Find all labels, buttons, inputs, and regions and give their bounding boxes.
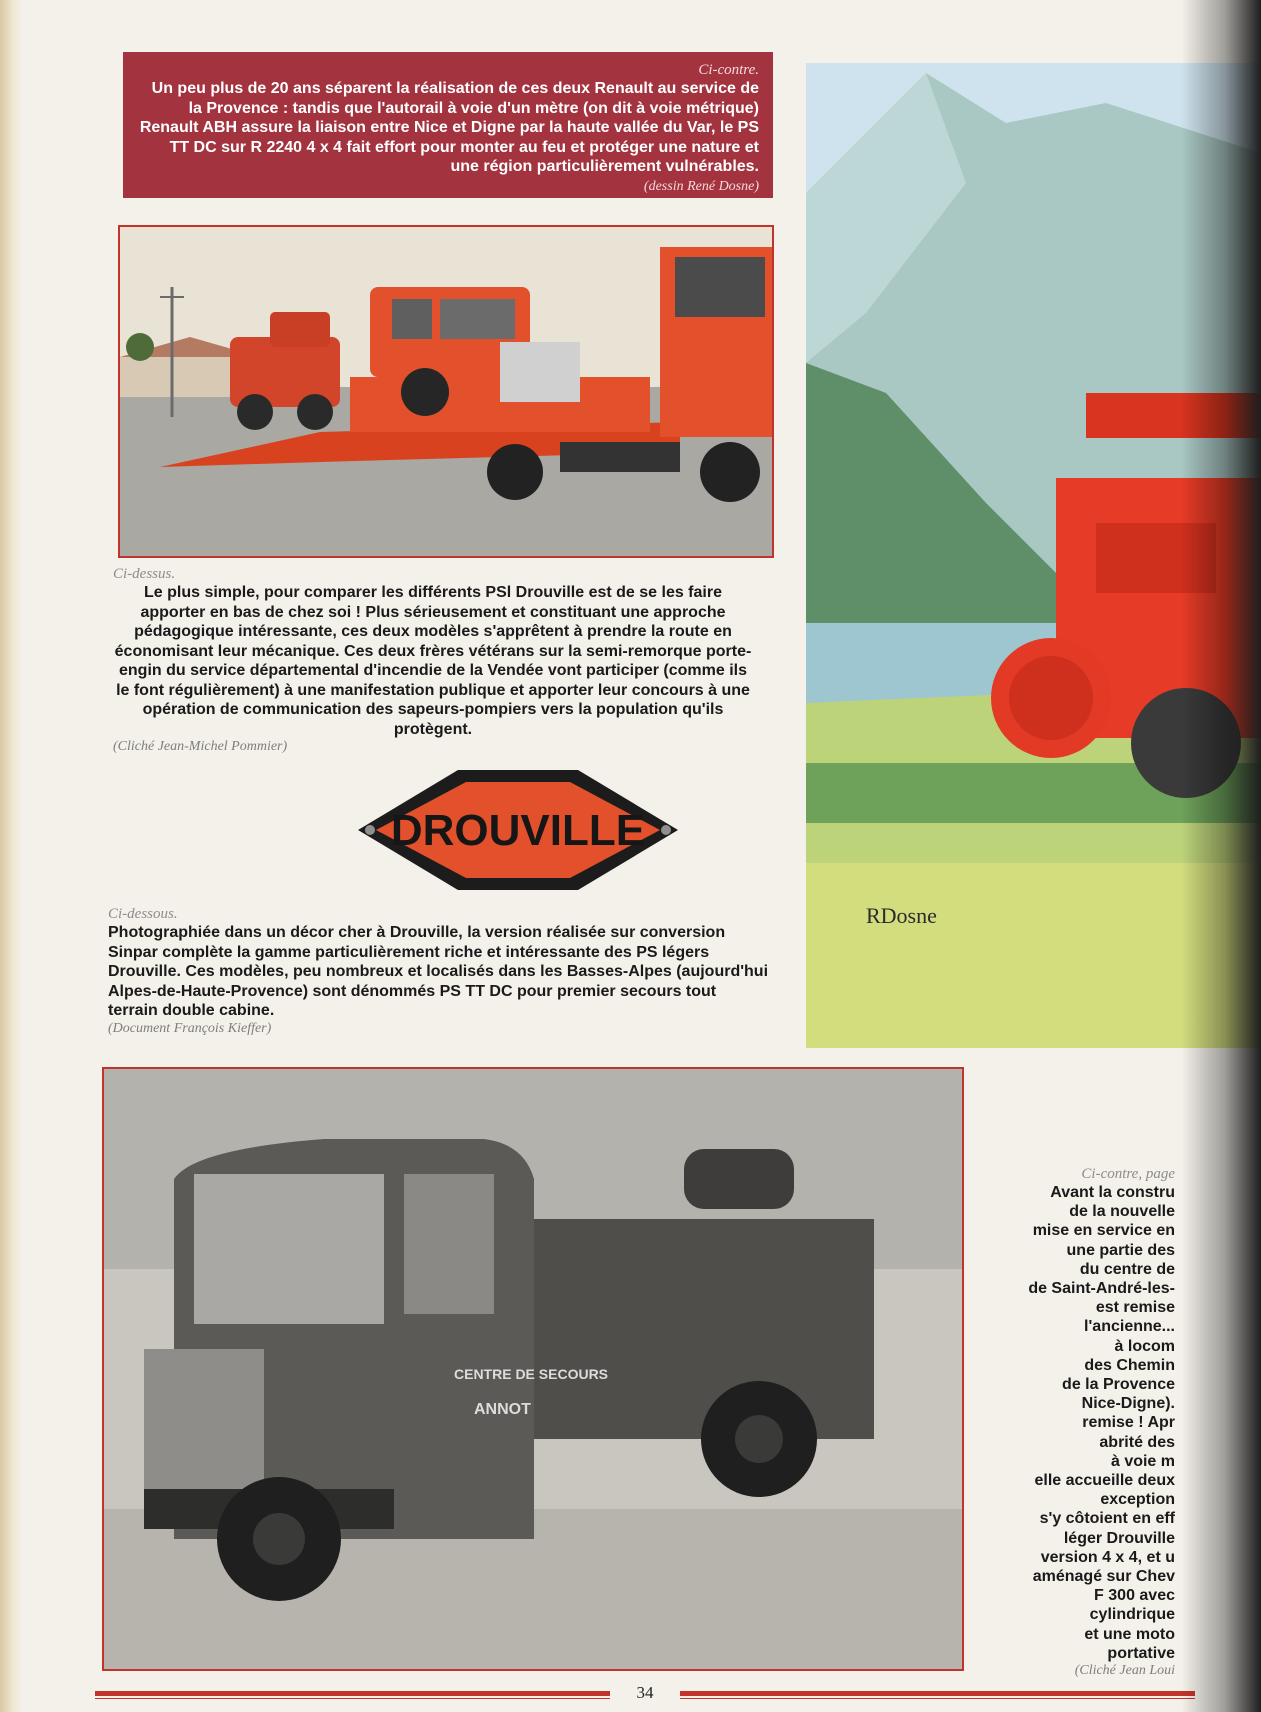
caption-side-line: version 4 x 4, et u	[1040, 1548, 1175, 1566]
caption-below-credit: (Document François Kieffer)	[108, 1020, 272, 1036]
door-text-annot: ANNOT	[474, 1401, 531, 1418]
transporter-trucks-image	[120, 227, 772, 556]
caption-side-line: mise en service en	[1032, 1222, 1175, 1240]
footer-rule-right-thin	[680, 1698, 1195, 1699]
caption-side-line: l'ancienne...	[1084, 1318, 1175, 1336]
caption-above-body: Le plus simple, pour comparer les différents PSl Drouville est de se les faire apporter en bas de chez soi ! Plus sérieusement et constituant une approche pédagogique intéressante, ces deux modèles s'apprêtent à prendre la route en économisant leur mécanique. Ces deux frères vétérans sur la semi-remorque porte-engin du service départemental d'incendie de la Vendée vont participer (comme ils le font régulièrement) à une manifestation publique et apporter leur concours à une opération de communication des sapeurs-pompiers vers la population qu'ils protègent.	[114, 584, 752, 738]
caption-side-line: cylindrique	[1089, 1606, 1175, 1624]
caption-side-line: une partie des	[1066, 1241, 1175, 1259]
caption-side-line: Avant la constru	[1050, 1184, 1175, 1201]
page-left-edge	[0, 0, 22, 1712]
caption-side-line: des Chemin	[1084, 1356, 1175, 1374]
page-binding-shadow	[1181, 0, 1261, 1712]
caption-side-line: Nice-Digne).	[1081, 1395, 1175, 1413]
caption-side-line: F 300 avec	[1094, 1587, 1175, 1605]
caption-top-body: Un peu plus de 20 ans séparent la réalisation de ces deux Renault au service de la Provence : tandis que l'autorail à voie d'un mètre (on dit à voie métrique) Renault ABH assure la liaison entre Nice et Digne par la haute vallée du Var, le PS TT DC sur R 2240 4 x 4 fait effort pour monter au feu et protéger une nature et une région particulièrement vulnérables.	[139, 80, 759, 175]
illustration-signature: RDosne	[866, 903, 937, 928]
page-number: 34	[636, 1683, 654, 1702]
caption-side-line: abrité des	[1099, 1433, 1175, 1451]
caption-top-box	[123, 52, 773, 198]
caption-side-line: de la nouvelle	[1069, 1203, 1175, 1221]
caption-side	[975, 1166, 1175, 1679]
caption-side-line: portative	[1107, 1644, 1175, 1662]
page-footer	[95, 1683, 1195, 1705]
caption-below-body: Photographiée dans un décor cher à Drouville, la version réalisée sur conversion Sinpar complète la gamme particulièrement riche et intéressante des PS légers Drouville. Ces modèles, peu nombreux et localisés dans les Basses-Alpes (aujourd'hui Alpes-de-Haute-Provence) sont dénommés PS TT DC pour premier secours tout terrain double cabine.	[108, 924, 769, 1019]
sinpar-truck-image	[104, 1069, 962, 1669]
caption-side-credit: (Cliché Jean Loui	[1074, 1663, 1175, 1679]
caption-side-label: Ci-contre, page	[1081, 1166, 1175, 1182]
footer-rule-right	[680, 1691, 1195, 1696]
door-text-centre: CENTRE DE SECOURS	[454, 1366, 609, 1382]
caption-side-line: elle accueille deux	[1034, 1472, 1175, 1490]
caption-side-line: s'y côtoient en eff	[1039, 1510, 1175, 1528]
caption-side-line: à locom	[1114, 1337, 1175, 1355]
caption-side-line: remise ! Apr	[1082, 1414, 1175, 1432]
caption-side-body	[975, 1183, 1175, 1663]
caption-side-line: de la Provence	[1062, 1376, 1175, 1394]
caption-above-credit: (Cliché Jean-Michel Pommier)	[113, 739, 288, 754]
caption-below-label: Ci-dessous.	[108, 906, 178, 922]
drouville-logo	[348, 765, 688, 895]
caption-side-line: aménagé sur Chev	[1032, 1568, 1175, 1586]
drouville-logo-plate	[348, 765, 688, 895]
footer-rule-left-thin	[95, 1698, 610, 1699]
logo-text: DROUVILLE	[390, 806, 646, 855]
caption-below	[108, 906, 768, 1037]
photo-sinpar-truck	[102, 1067, 964, 1671]
caption-side-line: exception	[1100, 1491, 1175, 1509]
caption-top-credit: (dessin René Dosne)	[643, 178, 759, 194]
caption-side-line: à voie m	[1110, 1452, 1175, 1470]
caption-side-line: est remise	[1095, 1299, 1175, 1317]
caption-above	[113, 566, 753, 755]
caption-side-line: léger Drouville	[1063, 1529, 1175, 1547]
caption-side-line: du centre de	[1079, 1260, 1175, 1278]
caption-above-label: Ci-dessus.	[113, 566, 176, 582]
caption-top-label: Ci-contre.	[698, 62, 759, 78]
caption-side-line: de Saint-André-les-	[1028, 1280, 1175, 1298]
photo-transporter-trucks	[118, 225, 774, 558]
caption-side-line: et une moto	[1084, 1625, 1175, 1643]
footer-rule-left	[95, 1691, 610, 1696]
